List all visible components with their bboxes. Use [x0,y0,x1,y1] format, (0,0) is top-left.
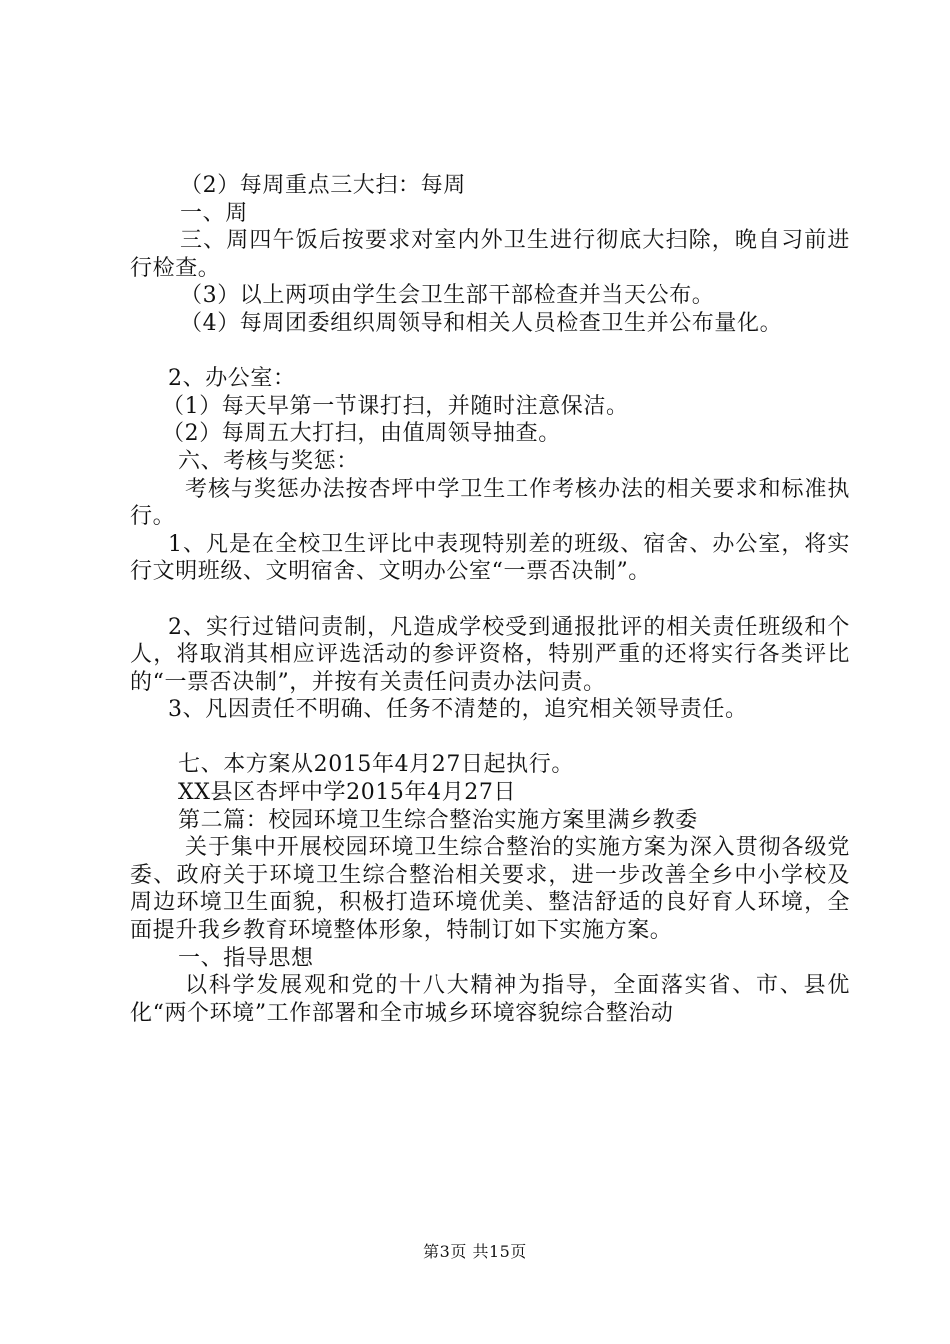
paragraph-11: 1、凡是在全校卫生评比中表现特别差的班级、宿舍、办公室，将实行文明班级、文明宿舍、文明办公室“一票否决制”。 [130,531,850,585]
blank-line [130,338,850,366]
paragraph-12: 2、实行过错问责制，凡造成学校受到通报批评的相关责任班级和个人，将取消其相应评选活动的参评资格，特别严重的还将实行各类评比的“一票否决制”，并按有关责任问责办法问责。 [130,614,850,695]
paragraph-2: 一、周 [180,200,248,226]
document-body [130,172,850,1027]
paragraph-7: （1）每天早第一节课打扫，并随时注意保洁。 [162,393,629,419]
paragraph-18: 一、指导思想 [178,945,314,971]
paragraph-6: 2、办公室： [168,366,296,392]
paragraph-19: 以科学发展观和党的十八大精神为指导，全面落实省、市、县优化“两个环境”工作部署和全市城乡环境容貌综合整治动 [130,973,850,1026]
page-footer: 第3页 共15页 [423,1242,527,1261]
paragraph-14: 七、本方案从2015年4月27日起执行。 [178,752,574,778]
blank-line [130,724,850,752]
paragraph-10: 考核与奖惩办法按杏坪中学卫生工作考核办法的相关要求和标准执行。 [130,476,850,530]
paragraph-8: （2）每周五大打扫，由值周领导抽查。 [162,421,561,447]
paragraph-15: XX县区杏坪中学2015年4月27日 [178,780,517,806]
paragraph-17: 关于集中开展校园环境卫生综合整治的实施方案为深入贯彻各级党委、政府关于环境卫生综合整治相关要求，进一步改善全乡中小学校及周边环境卫生面貌，积极打造环境优美、整洁舒适的良好育人环境，全面提升我乡教育环境整体形象，特制订如下实施方案。 [130,835,850,944]
paragraph-4: （3）以上两项由学生会卫生部干部检查并当天公布。 [180,283,715,309]
paragraph-5: （4）每周团委组织周领导和相关人员检查卫生并公布量化。 [180,310,783,336]
paragraph-3: 三、周四午饭后按要求对室内外卫生进行彻底大扫除，晚自习前进行检查。 [130,228,850,281]
paragraph-13: 3、凡因责任不明确、任务不清楚的，追究相关领导责任。 [168,697,748,723]
paragraph-16: 第二篇：校园环境卫生综合整治实施方案里满乡教委 [178,807,698,833]
blank-line [130,586,850,614]
paragraph-9: 六、考核与奖惩： [178,448,359,474]
paragraph-1: （2）每周重点三大扫：每周 [180,173,466,198]
